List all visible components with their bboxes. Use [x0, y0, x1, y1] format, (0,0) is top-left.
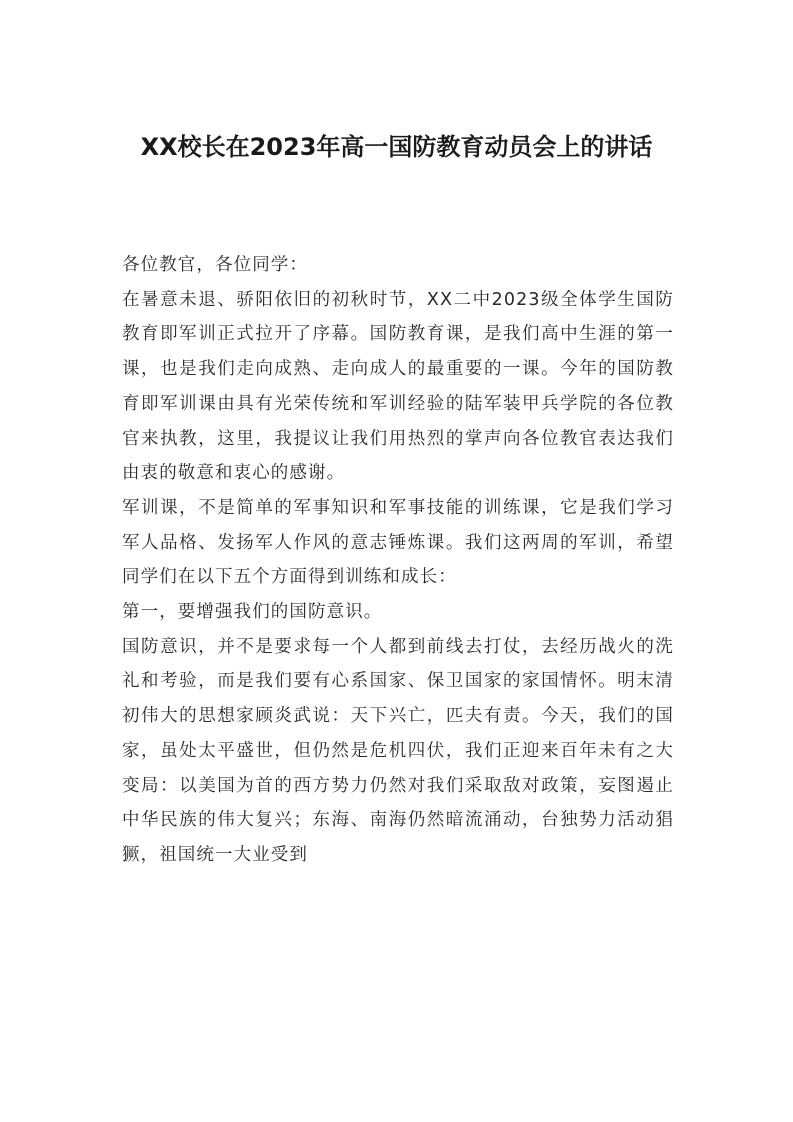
document-title: XX校长在2023年高一国防教育动员会上的讲话 — [140, 133, 653, 161]
document-body — [122, 248, 674, 873]
military-training-paragraph: 军训课，不是简单的军事知识和军事技能的训练课，它是我们学习军人品格、发扬军人作风的意志锤炼课。我们这两周的军训，希望同学们在以下五个方面得到训练和成长： — [122, 497, 674, 588]
national-defense-paragraph: 国防意识，并不是要求每一个人都到前线去打仗，去经历战火的洗礼和考验，而是我们要有心系国家、保卫国家的家国情怀。明末清初伟大的思想家顾炎武说：天下兴亡，匹夫有责。今天，我们的国家，虽处太平盛世，但仍然是危机四伏，我们正迎来百年未有之大变局：以美国为首的西方势力仍然对我们采取敌对政策，妄图遏止中华民族的伟大复兴；东海、南海仍然暗流涌动，台独势力活动猖獗，祖国统一大业受到 — [122, 636, 674, 865]
salutation-paragraph: 各位教官，各位同学： — [122, 255, 308, 275]
opening-paragraph: 在暑意未退、骄阳依旧的初秋时节，XX二中2023级全体学生国防教育即军训正式拉开了序幕。国防教育课，是我们高中生涯的第一课，也是我们走向成熟、走向成人的最重要的一课。今年的国防教育即军训课由具有光荣传统和军训经验的陆军装甲兵学院的各位教官来执教，这里，我提议让我们用热烈的掌声向各位教官表达我们由衷的敬意和衷心的感谢。 — [122, 289, 674, 484]
point-one-heading: 第一，要增强我们的国防意识。 — [122, 602, 383, 623]
